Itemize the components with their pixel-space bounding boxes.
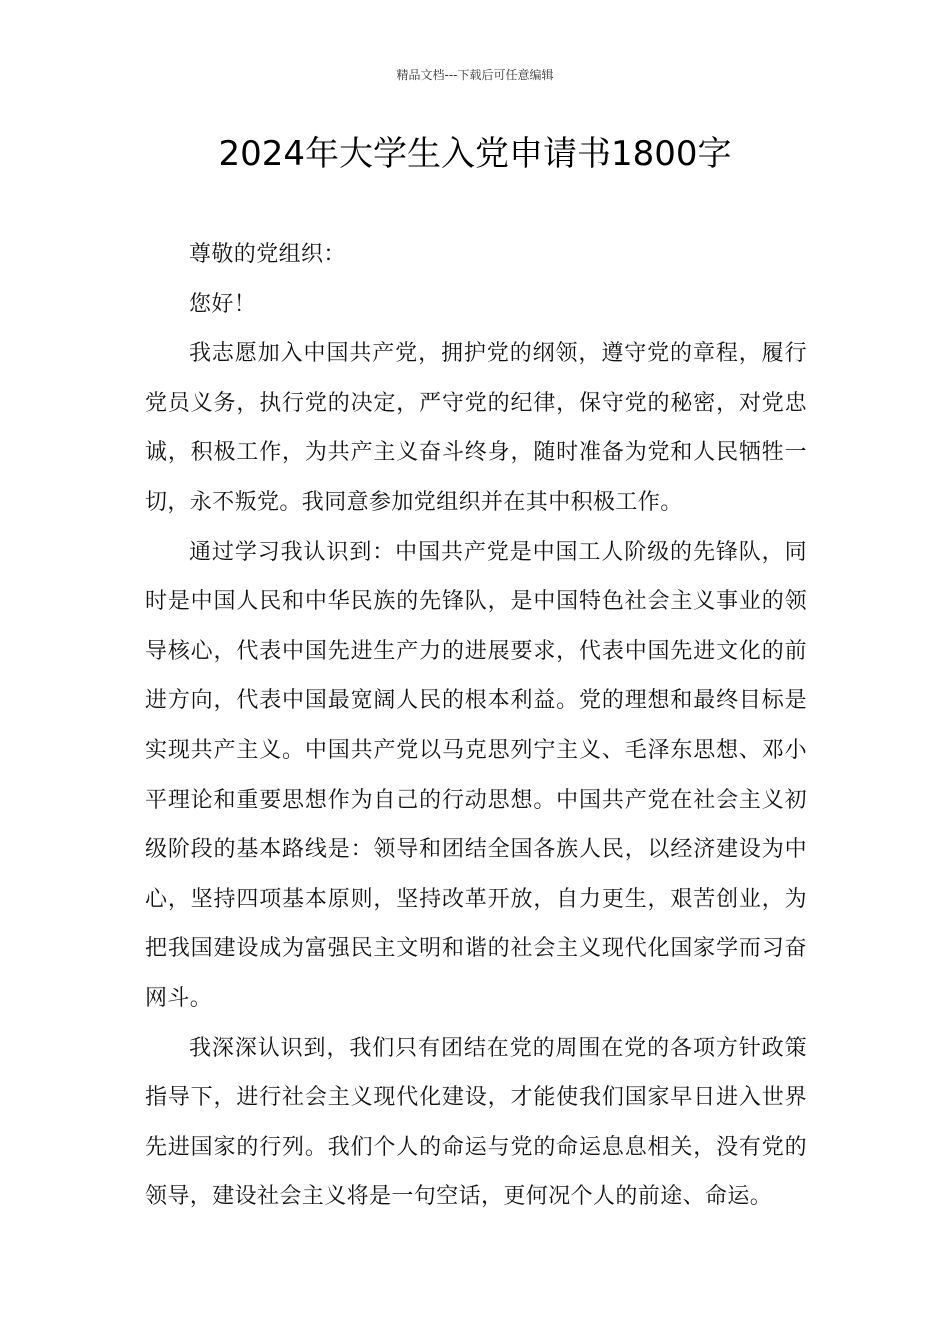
greeting: 您好！ bbox=[189, 291, 257, 317]
body-paragraph-1: 我志愿加入中国共产党，拥护党的纲领，遵守党的章程，履行党员义务，执行党的决定，严守党的纪律，保守党的秘密，对党忠诚，积极工作，为共产主义奋斗终身，随时准备为党和人民牺牲一切，永不叛党。我同意参加党组织并在其中积极工作。 bbox=[145, 341, 807, 515]
body-paragraph-2: 通过学习我认识到：中国共产党是中国工人阶级的先锋队，同时是中国人民和中华民族的先锋队，是中国特色社会主义事业的领导核心，代表中国先进生产力的进展要求，代表中国先进文化的前进方向，代表中国最宽阔人民的根本利益。党的理想和最终目标是实现共产主义。中国共产党以马克思列宁主义、毛泽东思想、邓小平理论和重要思想作为自己的行动思想。中国共产党在社会主义初级阶段的基本路线是：领导和团结全国各族人民，以经济建设为中心，坚持四项基本原则，坚持改革开放，自力更生，艰苦创业，为把我国建设成为富强民主文明和谐的社会主义现代化国家学而习奋网斗。 bbox=[145, 539, 807, 1011]
document-body bbox=[145, 230, 807, 1222]
salutation: 尊敬的党组织： bbox=[189, 242, 346, 267]
page-header-watermark: 精品文档---下载后可任意编辑 bbox=[396, 68, 554, 82]
document-title: 2024年大学生入党申请书1800字 bbox=[218, 134, 732, 174]
body-paragraph-3: 我深深认识到，我们只有团结在党的周围在党的各项方针政策指导下，进行社会主义现代化建设，才能使我们国家早日进入世界先进国家的行列。我们个人的命运与党的命运息息相关，没有党的领导，建设社会主义将是一句空话，更何况个人的前途、命运。 bbox=[145, 1035, 807, 1210]
